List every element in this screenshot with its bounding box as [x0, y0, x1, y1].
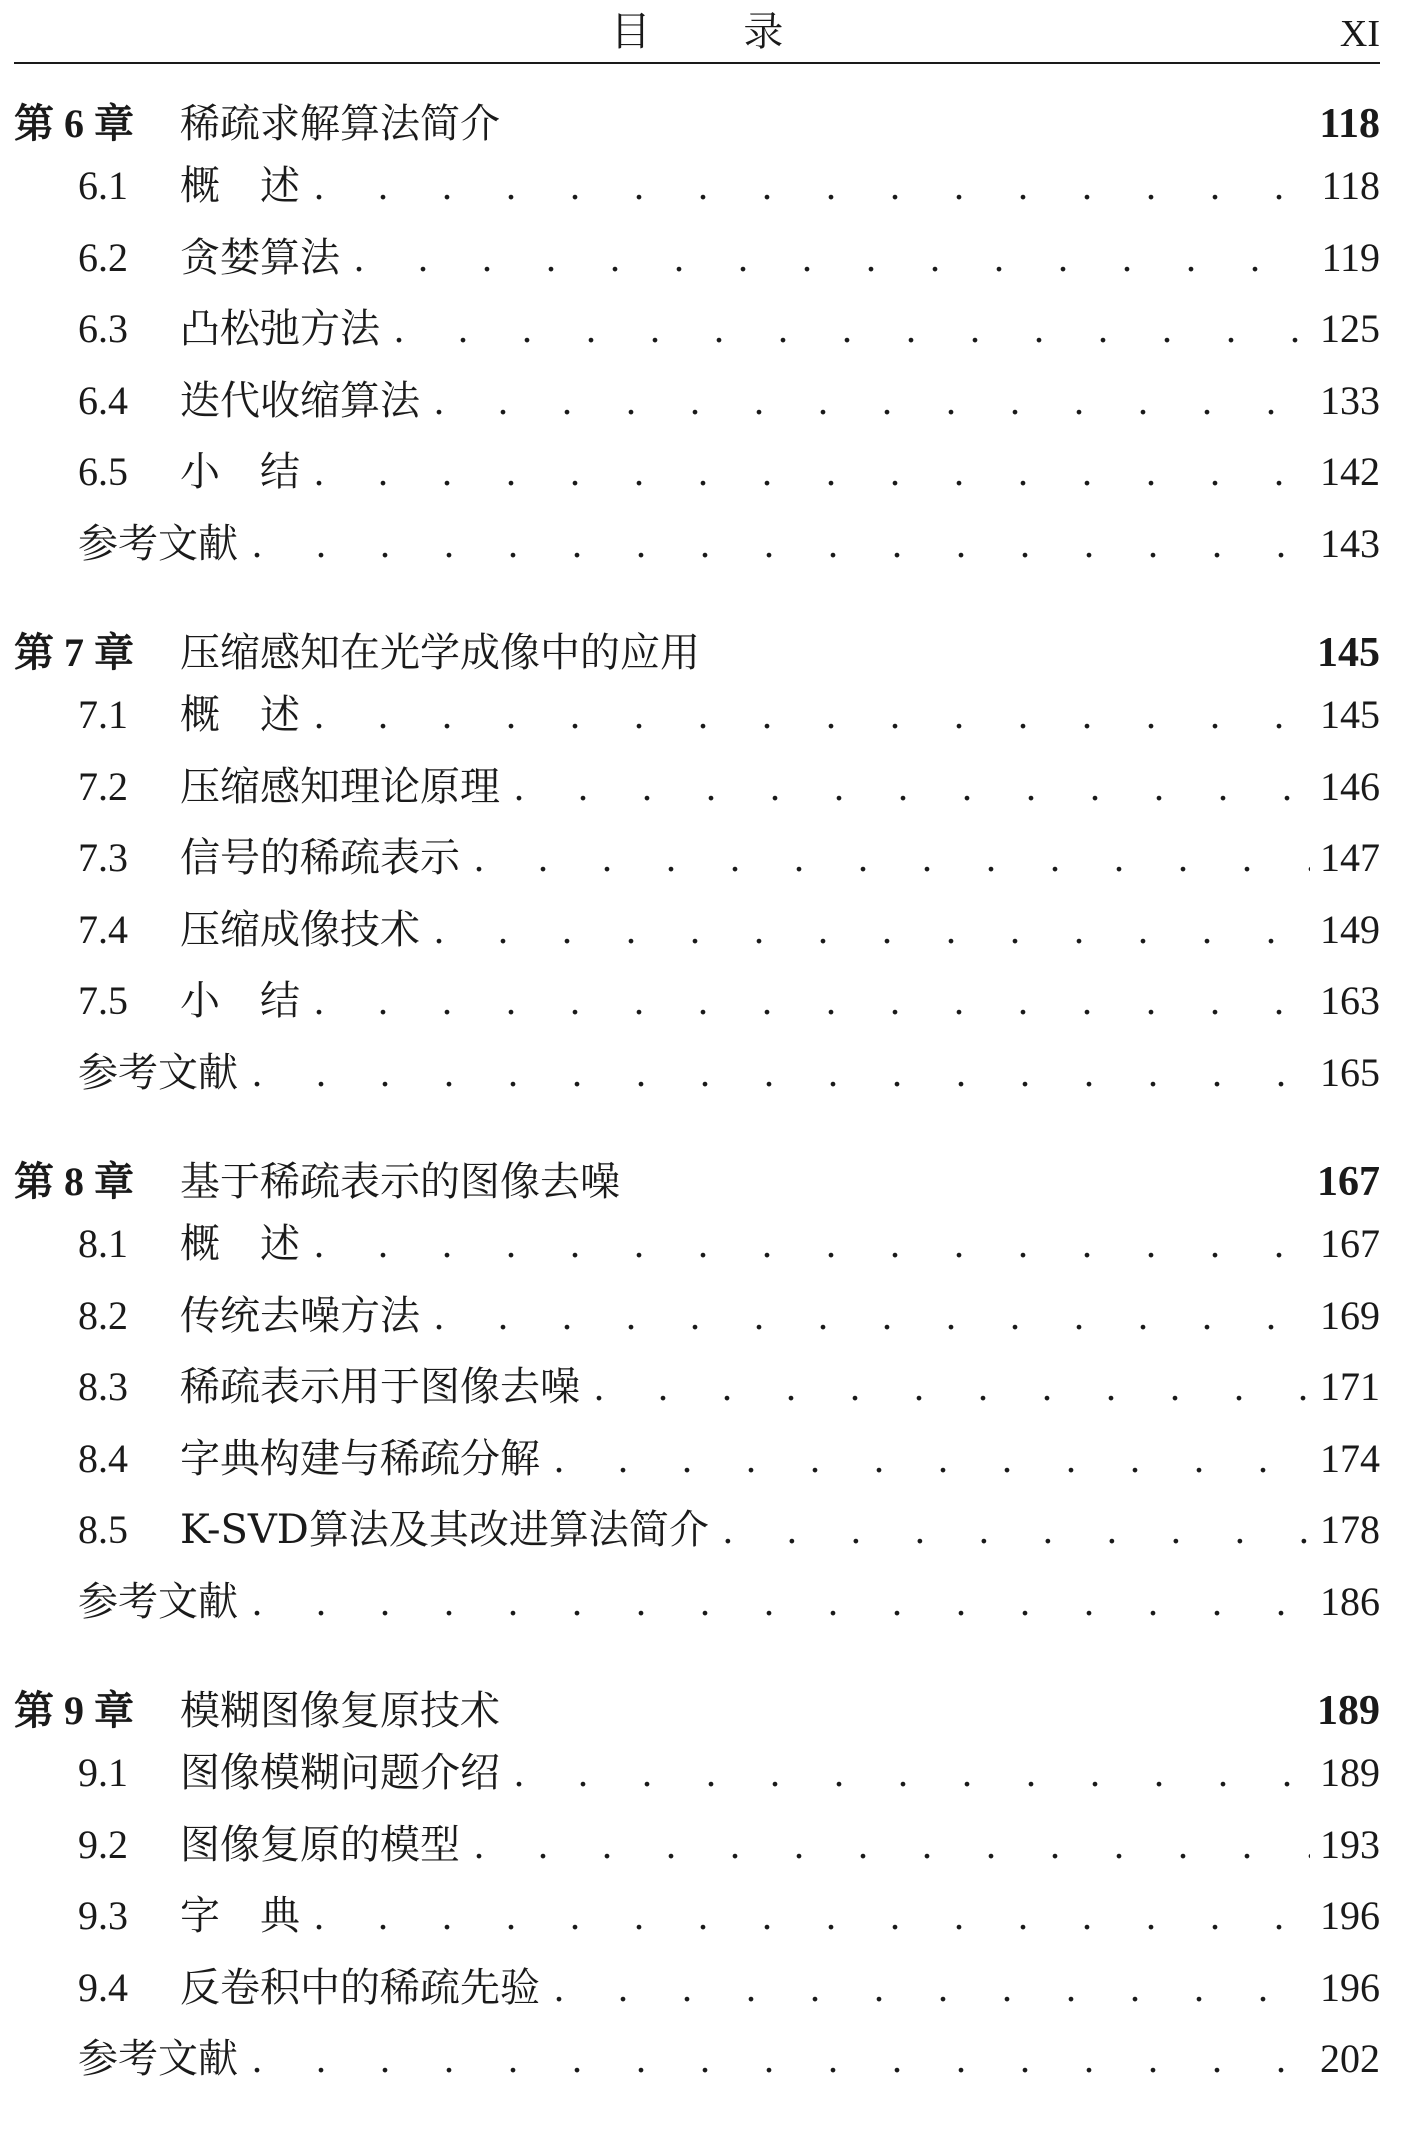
- toc-entry-references[interactable]: [14, 2023, 1380, 2095]
- chapter-9: [14, 1685, 1380, 2095]
- references-title: 参考文献: [78, 2036, 238, 2082]
- section-page: 171: [1320, 1364, 1380, 1409]
- toc-entry[interactable]: [14, 1423, 1380, 1495]
- chapter-heading[interactable]: [14, 627, 1380, 679]
- section-title: 贪婪算法: [180, 234, 340, 281]
- chapter-label: 第 8 章: [14, 1159, 134, 1204]
- dot-leaders: [514, 1737, 1310, 1809]
- chapter-page: 145: [1317, 630, 1380, 676]
- section-title: 图像模糊问题介绍: [180, 1750, 500, 1796]
- toc-entry[interactable]: [14, 365, 1380, 437]
- toc-entry[interactable]: [14, 894, 1380, 966]
- chapter-heading[interactable]: [14, 1685, 1380, 1737]
- section-page: 196: [1320, 1893, 1380, 1938]
- dot-leaders: [394, 293, 1310, 365]
- section-title: 字典构建与稀疏分解: [180, 1435, 540, 1482]
- section-page: 202: [1320, 2036, 1380, 2081]
- references-title: 参考文献: [78, 1578, 238, 1625]
- section-title: 信号的稀疏表示: [180, 835, 460, 881]
- dot-leaders: [594, 1351, 1310, 1423]
- section-title: 迭代收缩算法: [180, 377, 420, 424]
- page-header: [14, 0, 1380, 64]
- section-number: 8.5: [78, 1507, 128, 1552]
- section-page: 189: [1320, 1750, 1380, 1795]
- section-number: 9.4: [78, 1964, 128, 2010]
- section-number: 6.1: [78, 163, 128, 208]
- section-title: 小 结: [180, 449, 300, 495]
- section-page: 147: [1320, 835, 1380, 880]
- section-number: 9.1: [78, 1750, 128, 1795]
- toc-entry-references[interactable]: [14, 508, 1380, 580]
- toc-entry[interactable]: [14, 150, 1380, 222]
- chapter-title: 压缩感知在光学成像中的应用: [180, 630, 700, 676]
- section-title: 稀疏表示用于图像去噪: [180, 1364, 580, 1410]
- section-title: 传统去噪方法: [180, 1292, 420, 1339]
- section-page: 146: [1320, 763, 1380, 809]
- dot-leaders: [474, 822, 1310, 894]
- toc-entry[interactable]: [14, 1737, 1380, 1809]
- toc-entry[interactable]: [14, 822, 1380, 894]
- chapter-label: 第 7 章: [14, 630, 134, 675]
- chapter-7: [14, 627, 1380, 1108]
- dot-leaders: [252, 2023, 1310, 2095]
- section-number: 8.2: [78, 1292, 128, 1338]
- section-number: 8.3: [78, 1364, 128, 1409]
- toc-entry[interactable]: [14, 293, 1380, 365]
- section-number: 6.4: [78, 377, 128, 423]
- dot-leaders: [434, 894, 1310, 966]
- section-number: 7.1: [78, 692, 128, 737]
- section-page: 143: [1320, 520, 1380, 566]
- section-page: 142: [1320, 449, 1380, 494]
- dot-leaders: [554, 1423, 1310, 1495]
- dot-leaders: [314, 150, 1310, 222]
- dot-leaders: [314, 1880, 1310, 1952]
- toc-entry[interactable]: [14, 1351, 1380, 1423]
- section-number: 7.5: [78, 978, 128, 1023]
- references-title: 参考文献: [78, 1049, 238, 1096]
- dot-leaders: [474, 1809, 1310, 1881]
- section-page: 149: [1320, 906, 1380, 952]
- section-number: 7.2: [78, 763, 128, 809]
- section-number: 8.1: [78, 1221, 128, 1266]
- chapter-8: [14, 1156, 1380, 1637]
- section-page: 165: [1320, 1049, 1380, 1095]
- dot-leaders: [434, 1280, 1310, 1352]
- toc-entry[interactable]: [14, 1809, 1380, 1881]
- table-of-contents: [14, 98, 1380, 2143]
- chapter-title: 模糊图像复原技术: [180, 1688, 500, 1734]
- toc-entry[interactable]: [14, 965, 1380, 1037]
- dot-leaders: [252, 1037, 1310, 1109]
- toc-entry[interactable]: [14, 679, 1380, 751]
- header-title: 目 录: [610, 9, 824, 55]
- section-number: 7.3: [78, 835, 128, 880]
- section-page: 145: [1320, 692, 1380, 737]
- section-page: 133: [1320, 377, 1380, 423]
- section-page: 167: [1320, 1221, 1380, 1266]
- section-title: 小 结: [180, 978, 300, 1024]
- dot-leaders: [314, 679, 1310, 751]
- dot-leaders: [354, 222, 1310, 294]
- dot-leaders: [252, 508, 1310, 580]
- section-number: 8.4: [78, 1435, 128, 1481]
- chapter-heading[interactable]: [14, 1156, 1380, 1208]
- dot-leaders: [434, 365, 1310, 437]
- dot-leaders: [554, 1952, 1310, 2024]
- toc-entry[interactable]: [14, 222, 1380, 294]
- section-number: 6.2: [78, 234, 128, 280]
- toc-entry[interactable]: [14, 1952, 1380, 2024]
- section-title: 图像复原的模型: [180, 1821, 460, 1868]
- dot-leaders: [723, 1494, 1310, 1566]
- chapter-title: 稀疏求解算法简介: [180, 101, 500, 147]
- section-title: 压缩成像技术: [180, 906, 420, 953]
- section-title: 反卷积中的稀疏先验: [180, 1964, 540, 2011]
- chapter-page: 167: [1317, 1159, 1380, 1205]
- section-number: 9.3: [78, 1893, 128, 1938]
- section-title: 概 述: [180, 163, 300, 209]
- section-page: 174: [1320, 1435, 1380, 1481]
- toc-entry[interactable]: [14, 436, 1380, 508]
- section-title: K-SVD算法及其改进算法简介: [180, 1507, 709, 1553]
- section-page: 169: [1320, 1292, 1380, 1338]
- chapter-6: [14, 98, 1380, 579]
- section-number: 9.2: [78, 1821, 128, 1867]
- chapter-heading[interactable]: [14, 98, 1380, 150]
- header-page-number: XI: [1339, 13, 1380, 55]
- dot-leaders: [314, 965, 1310, 1037]
- chapter-page: 189: [1317, 1688, 1380, 1734]
- section-page: 163: [1320, 978, 1380, 1023]
- dot-leaders: [514, 751, 1310, 823]
- references-title: 参考文献: [78, 520, 238, 567]
- toc-entry[interactable]: [14, 1208, 1380, 1280]
- dot-leaders: [252, 1566, 1310, 1638]
- chapter-title: 基于稀疏表示的图像去噪: [180, 1159, 620, 1205]
- section-title: 凸松弛方法: [180, 306, 380, 352]
- chapter-page: 118: [1319, 101, 1380, 147]
- section-number: 7.4: [78, 906, 128, 952]
- section-page: 196: [1320, 1964, 1380, 2010]
- section-page: 193: [1320, 1821, 1380, 1867]
- chapter-label: 第 6 章: [14, 101, 134, 146]
- section-page: 178: [1320, 1507, 1380, 1552]
- toc-entry-references[interactable]: [14, 1566, 1380, 1638]
- chapter-label: 第 9 章: [14, 1688, 134, 1733]
- section-page: 119: [1321, 234, 1380, 280]
- section-number: 6.3: [78, 306, 128, 351]
- section-title: 压缩感知理论原理: [180, 763, 500, 810]
- section-title: 概 述: [180, 1221, 300, 1267]
- dot-leaders: [314, 436, 1310, 508]
- section-page: 125: [1320, 306, 1380, 351]
- dot-leaders: [314, 1208, 1310, 1280]
- section-page: 186: [1320, 1578, 1380, 1624]
- section-title: 字 典: [180, 1893, 300, 1939]
- toc-entry[interactable]: [14, 1280, 1380, 1352]
- toc-entry[interactable]: [14, 751, 1380, 823]
- toc-entry[interactable]: [14, 1494, 1380, 1566]
- section-page: 118: [1321, 163, 1380, 208]
- toc-entry-references[interactable]: [14, 1037, 1380, 1109]
- section-number: 6.5: [78, 449, 128, 494]
- toc-entry[interactable]: [14, 1880, 1380, 1952]
- section-title: 概 述: [180, 692, 300, 738]
